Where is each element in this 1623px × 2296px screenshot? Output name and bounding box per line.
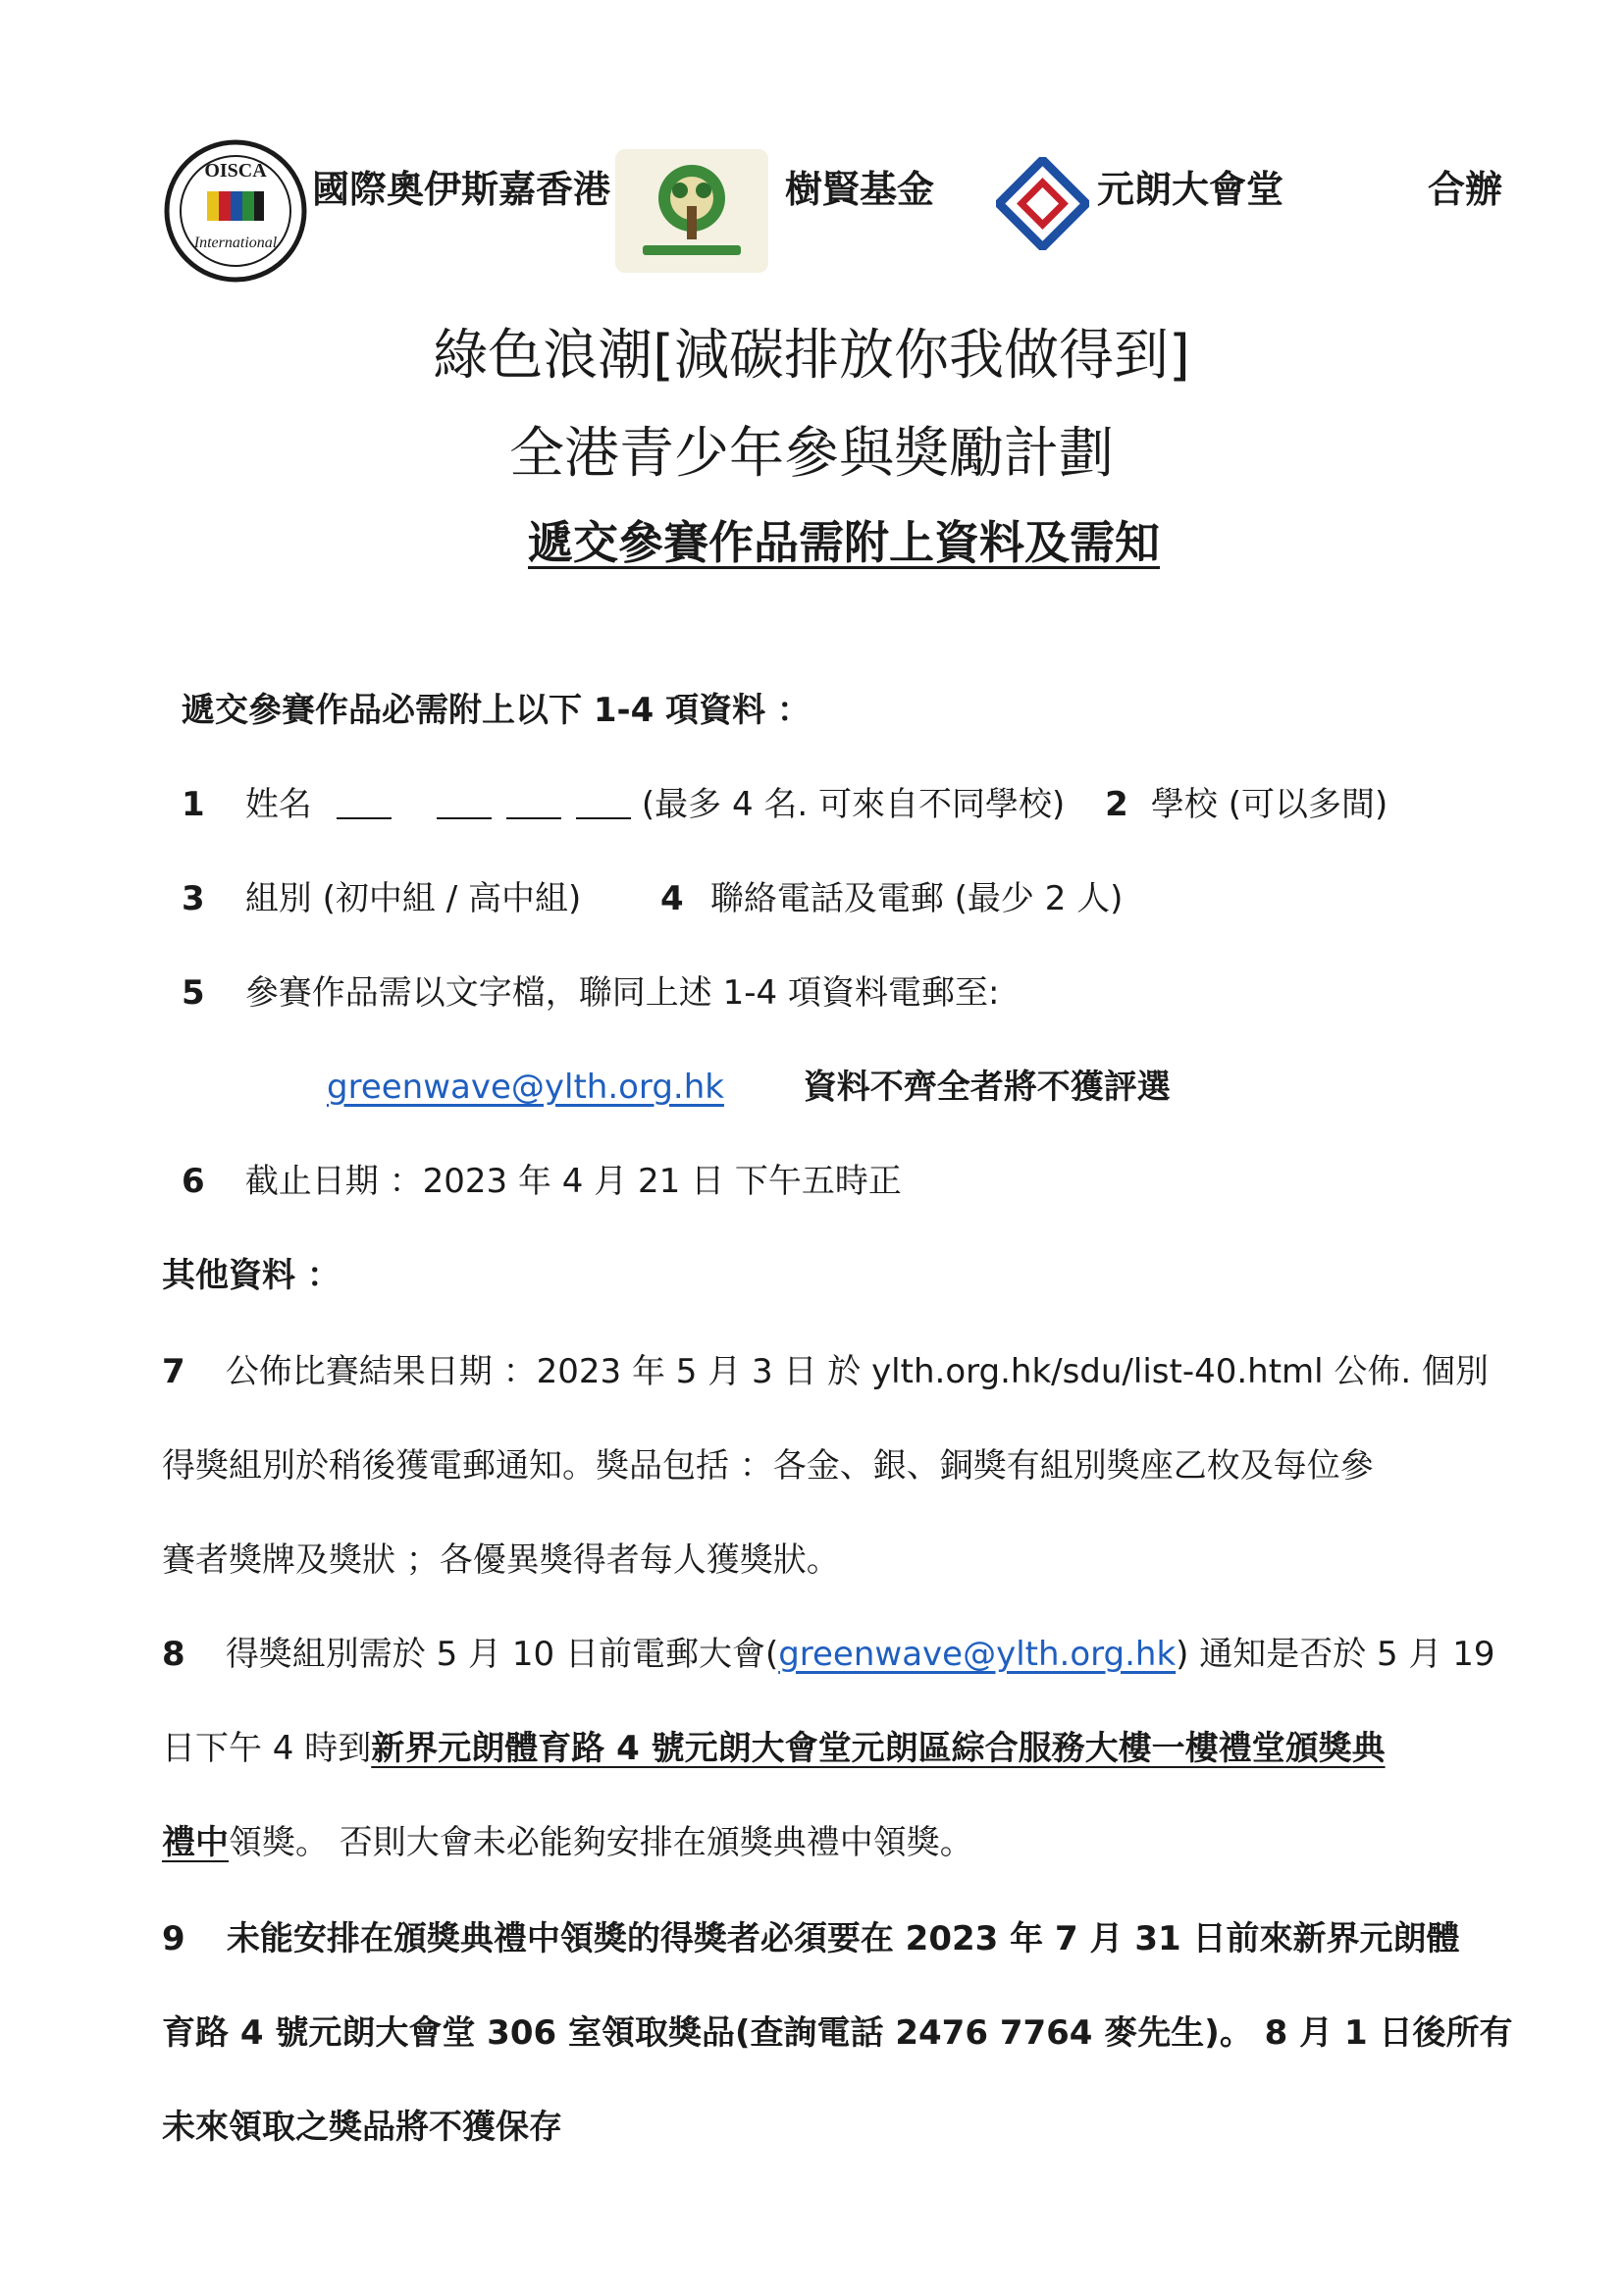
item-8-text-1a: 得獎組別需於 5 月 10 日前電郵大會( (225, 1635, 779, 1674)
tree-foundation-logo (613, 147, 770, 275)
oisca-logo (162, 137, 309, 285)
item-8-number: 8 (162, 1635, 185, 1674)
item-9-line-1 (162, 1911, 1459, 1959)
item-7-line-2: 得獎組別於稍後獲電郵通知。獎品包括 ：各金、銀、銅獎有組別獎座乙枚及每位參 (162, 1446, 1374, 1486)
name-blank-1 (337, 788, 392, 819)
title-line-3: 遞交參賽作品需附上資料及需知 (528, 516, 1160, 569)
org-tree-foundation-name: 樹賢基金 (785, 168, 935, 211)
svg-text:International: International (193, 235, 278, 251)
title-line-1: 綠色浪潮[減碳排放你我做得到] (433, 324, 1190, 388)
item-8-line-1 (162, 1627, 1495, 1675)
item-1-number: 1 (182, 785, 205, 824)
submission-email-link[interactable]: greenwave@ylth.org.hk (327, 1068, 724, 1107)
item-6-number: 6 (182, 1162, 205, 1201)
item-7-line-1 (162, 1344, 1489, 1392)
item-3-4 (182, 871, 1123, 919)
item-6 (182, 1154, 902, 1202)
item-5-number: 5 (182, 973, 205, 1013)
name-blank-3 (506, 788, 561, 819)
item-3-text: 組別 (初中組 / 高中組) (244, 879, 582, 918)
item-8-text-3: 領獎。 否則大會未必能夠安排在頒獎典禮中領獎。 (229, 1823, 973, 1862)
title-line-2: 全港青少年參與獎勵計劃 (509, 422, 1114, 486)
item-7-number: 7 (162, 1352, 185, 1391)
item-5 (182, 965, 999, 1014)
item-2-text: 學校 (可以多間) (1150, 785, 1388, 824)
item-7-text-1: 公佈比賽結果日期 ：2023 年 5 月 3 日 於 ylth.org.hk/sdu/list-40.html 公佈. 個別 (225, 1352, 1490, 1391)
item-1-label: 姓名 (244, 785, 312, 824)
item-9-line-3: 未來領取之獎品將不獲保存 (162, 2108, 562, 2147)
item-9-text-1: 未能安排在頒獎典禮中領獎的得獎者必須要在 2023 年 7 月 31 日前來新界元朗體 (226, 1919, 1460, 1958)
svg-text:OISCA: OISCA (204, 160, 267, 182)
item-8-text-2a: 日下午 4 時到 (162, 1729, 372, 1768)
org-town-hall-name: 元朗大會堂 (1097, 168, 1284, 211)
section1-heading: 遞交參賽作品必需附上以下 1-4 項資料 ： (182, 691, 811, 730)
item-4-text: 聯絡電話及電郵 (最少 2 人) (709, 879, 1124, 918)
venue-address-end: 禮中 (162, 1823, 229, 1862)
venue-address: 新界元朗體育路 4 號元朗大會堂元朗區綜合服務大樓一樓禮堂頒獎典 (371, 1729, 1386, 1768)
yuen-long-town-hall-logo (996, 157, 1089, 250)
item-8-text-1b: ) 通知是否於 5 月 19 (1176, 1635, 1495, 1674)
item-7-line-3: 賽者獎牌及獎狀 ；各優異獎得者每人獲獎狀。 (162, 1540, 840, 1580)
item-5-text: 參賽作品需以文字檔，聯同上述 1-4 項資料電郵至: (244, 973, 1000, 1013)
co-organize-label: 合辦 (1428, 168, 1503, 211)
incomplete-note: 資料不齊全者將不獲評選 (803, 1068, 1171, 1107)
item-3-number: 3 (182, 879, 205, 918)
item-1-note: (最多 4 名. 可來自不同學校) (641, 785, 1066, 824)
item-9-line-2: 育路 4 號元朗大會堂 306 室領取獎品(查詢電話 2476 7764 麥先生)。 8 月 1 日後所有 (162, 2013, 1513, 2053)
item-4-number: 4 (660, 879, 684, 918)
section2-heading: 其他資料 ： (162, 1256, 340, 1295)
item-6-text: 截止日期 ：2023 年 4 月 21 日 下午五時正 (244, 1162, 902, 1201)
email-row (327, 1060, 1171, 1108)
item-8-line-2 (162, 1721, 1386, 1769)
org-oisca-name: 國際奧伊斯嘉香港 (312, 168, 611, 211)
item-1 (182, 777, 1387, 825)
name-blank-4 (576, 788, 631, 819)
item-8-line-3 (162, 1815, 973, 1863)
item-9-number: 9 (162, 1919, 185, 1958)
item-2-number: 2 (1105, 785, 1128, 824)
name-blank-2 (437, 788, 492, 819)
item-8-email-link[interactable]: greenwave@ylth.org.hk (778, 1635, 1177, 1674)
